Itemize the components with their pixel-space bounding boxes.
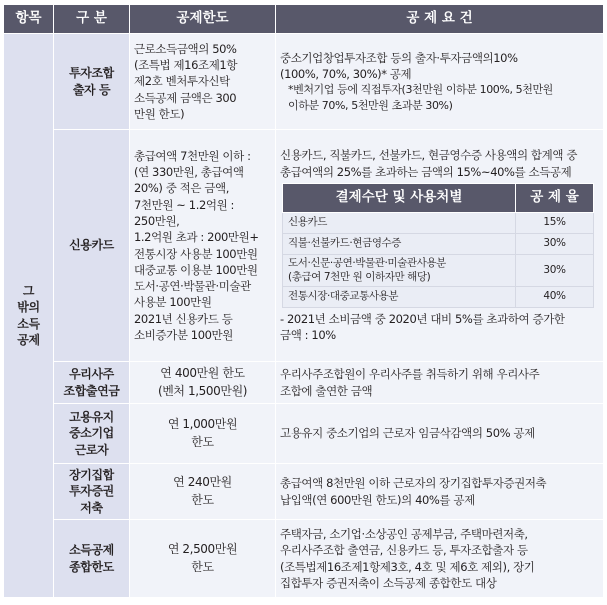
gubun-fund xyxy=(54,464,130,520)
payment-method xyxy=(283,233,516,254)
text-line: 제2호 벤처투자신탁 xyxy=(134,74,230,89)
card-rate-row xyxy=(283,212,594,233)
text-line: 납입액(연 600만원 한도)의 40%를 공제 xyxy=(280,492,475,507)
text-line: 주택자금, 소기업·소상공인 공제부금, 주택마련저축, xyxy=(280,526,528,541)
req-venture-note xyxy=(280,82,599,113)
text-line: 고용유지 중소기업의 근로자 임금삭감액의 50% 공제 xyxy=(280,426,535,441)
text-line: 소득공제 xyxy=(69,543,114,558)
text-line: 연 2,500만원 xyxy=(167,542,238,557)
text-line: 근로자 xyxy=(74,442,109,457)
deduction-rate: 15% xyxy=(516,212,594,233)
row-total xyxy=(4,520,604,598)
row-fund xyxy=(4,464,604,520)
limit-venture xyxy=(130,34,276,130)
text-line: 전통시장·대중교통사용분 xyxy=(288,290,399,303)
gubun-card: 신용카드 xyxy=(54,130,130,362)
text-line: 투자증권 xyxy=(69,484,114,499)
text-line: 총급여액 8천만원 이하 근로자의 장기집합투자증권저축 xyxy=(280,476,547,491)
text-line: 종합한도 xyxy=(69,559,114,574)
text-line: 소득공제 금액은 300 xyxy=(134,90,237,105)
text-line: 중소기업창업투자조합 등의 출자·투자금액의10% xyxy=(280,50,518,65)
text-line: 1.2억원 초과 : 200만원+ xyxy=(134,230,259,245)
card-rate-row xyxy=(283,287,594,308)
header-limit: 공제한도 xyxy=(130,5,276,34)
text-line: 만원 한도) xyxy=(134,106,185,121)
text-line: 총급여액의 25%를 초과하는 금액의 15%~40%를 소득공제 xyxy=(280,164,572,179)
row-esop xyxy=(4,362,604,404)
row-retention xyxy=(4,404,604,464)
limit-esop xyxy=(130,362,276,404)
text-line: 한도 xyxy=(191,434,214,449)
text-line: 우리사주 xyxy=(69,367,114,382)
text-line: 도서·공연·박물관·미술관 xyxy=(134,279,251,294)
text-line: 저축 xyxy=(80,500,103,515)
limit-total xyxy=(130,520,276,598)
req-esop xyxy=(276,362,604,404)
text-line: 조합출연금 xyxy=(63,383,120,398)
text-line: 사용분 100만원 xyxy=(134,295,212,310)
text-line: (조특법 제16조제1항 xyxy=(134,58,238,72)
text-line: 소득 xyxy=(17,316,40,331)
text-line: 투자조합 xyxy=(69,66,114,81)
payment-method xyxy=(283,254,516,286)
deduction-rate: 30% xyxy=(516,233,594,254)
text-line: (벤처 1,500만원) xyxy=(157,383,248,398)
limit-card xyxy=(130,130,276,362)
card-rate-table xyxy=(282,183,594,308)
text-line: 총급여액 7천만원 이하 : xyxy=(134,148,251,163)
gubun-total xyxy=(54,520,130,598)
text-line: 신용카드, 직불카드, 선불카드, 현금영수증 사용액의 합계액 중 xyxy=(280,148,578,163)
text-line: 근로소득금액의 50% xyxy=(134,41,237,56)
req-venture xyxy=(276,34,604,130)
card-rate-row xyxy=(283,254,594,286)
text-line: 고용유지 xyxy=(69,410,114,425)
limit-fund xyxy=(130,464,276,520)
sub-header-method: 결제수단 및 사용처별 xyxy=(283,183,516,212)
req-card-note xyxy=(280,311,599,344)
header-item: 항목 xyxy=(4,5,54,34)
text-line: *벤처기업 등에 직접투자(3천만원 이하분 100%, 5천만원 xyxy=(288,83,553,97)
limit-retention xyxy=(130,404,276,464)
category-other-deductions xyxy=(4,34,54,598)
text-line: 연 400만원 한도 xyxy=(160,366,245,381)
deduction-table xyxy=(3,4,604,598)
text-line: (연 330만원, 총급여액 xyxy=(134,164,244,179)
row-venture xyxy=(4,34,604,130)
payment-method xyxy=(283,212,516,233)
text-line: 20%) 중 적은 금액, xyxy=(134,181,230,196)
text-line: 소비증가분 100만원 xyxy=(134,328,233,343)
text-line: 중소기업 xyxy=(69,426,114,441)
text-line: 한도 xyxy=(191,559,214,574)
text-line: 그 xyxy=(22,284,35,299)
text-line: 연 240만원 xyxy=(173,475,232,490)
text-line: 조합에 출연한 금액 xyxy=(280,383,373,398)
category-label xyxy=(8,283,49,348)
header-row xyxy=(4,5,604,34)
gubun-retention xyxy=(54,404,130,464)
text-line: 장기집합 xyxy=(69,468,114,483)
text-line: 연 1,000만원 xyxy=(167,417,238,432)
text-line: 신용카드 xyxy=(288,216,327,229)
text-line: 전통시장 사용분 100만원 xyxy=(134,246,258,261)
sub-header-rate: 공 제 율 xyxy=(516,183,594,212)
text-line: 직불·선불카드·현금영수증 xyxy=(288,237,402,250)
text-line: 우리사주조합 출연금, 신용카드 등, 투자조합출자 등 xyxy=(280,543,528,558)
req-fund xyxy=(276,464,604,520)
text-line: 집합투자 증권저축이 소득공제 종합한도 대상 xyxy=(280,575,497,590)
text-line: 우리사주조합원이 우리사주를 취득하기 위해 우리사주 xyxy=(280,367,540,382)
text-line: 이하분 70%, 5천만원 초과분 30%) xyxy=(288,98,453,112)
deduction-rate: 30% xyxy=(516,254,594,286)
req-card xyxy=(276,130,604,362)
text-line: (100%, 70%, 30%)* 공제 xyxy=(280,66,412,81)
text-line: 대중교통 이용분 100만원 xyxy=(134,262,258,277)
deduction-rate: 40% xyxy=(516,287,594,308)
text-line: 도서·신문·공연·박물관·미술관사용분 xyxy=(288,256,446,269)
row-card xyxy=(4,130,604,362)
text-line: 2021년 신용카드 등 xyxy=(134,311,233,326)
text-line: (총급여 7천만 원 이하자만 해당) xyxy=(288,270,431,283)
text-line: 한도 xyxy=(191,492,214,507)
text-line: 250만원, xyxy=(134,213,180,228)
req-retention xyxy=(276,404,604,464)
req-total xyxy=(276,520,604,598)
header-requirements: 공 제 요 건 xyxy=(276,5,604,34)
text-line: 출자 등 xyxy=(72,82,111,97)
text-line: 금액 : 10% xyxy=(280,328,336,343)
gubun-venture xyxy=(54,34,130,130)
text-line: (조특법제16조제1항제3호, 4호 및 제6호 제외), 장기 xyxy=(280,559,535,574)
header-category: 구 분 xyxy=(54,5,130,34)
text-line: 공제 xyxy=(17,332,40,347)
text-line: 밖의 xyxy=(17,300,40,315)
text-line: 7천만원 ~ 1.2억원 : xyxy=(134,197,235,212)
card-rate-row xyxy=(283,233,594,254)
gubun-esop xyxy=(54,362,130,404)
payment-method xyxy=(283,287,516,308)
text-line: - 2021년 소비금액 중 2020년 대비 5%를 초과하여 증가한 xyxy=(280,312,565,327)
